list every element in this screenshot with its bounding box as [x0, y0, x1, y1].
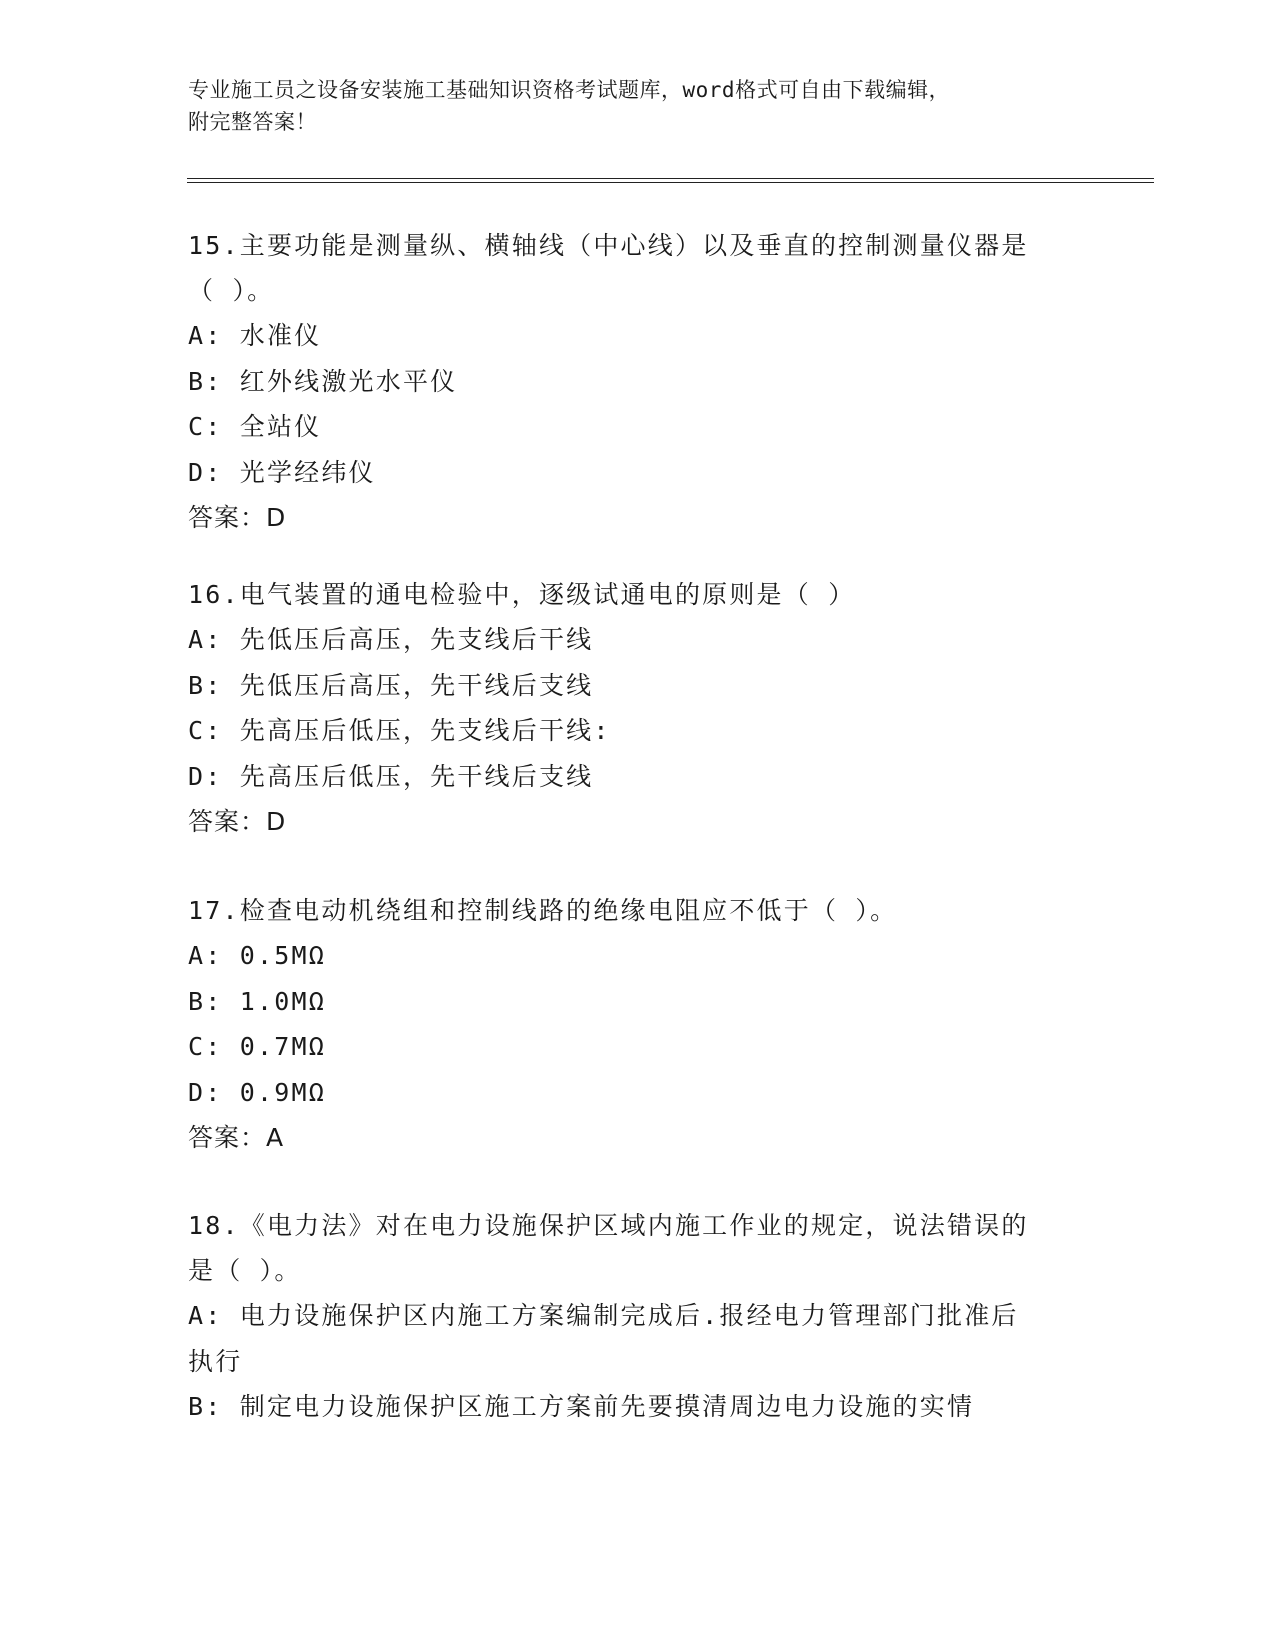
question-text: 15.主要功能是测量纵、横轴线（中心线）以及垂直的控制测量仪器是	[188, 231, 1029, 260]
question-16	[188, 572, 1088, 844]
header-line-1: 专业施工员之设备安装施工基础知识资格考试题库，word格式可自由下载编辑，	[188, 78, 951, 102]
option-d: D: 0.9MΩ	[188, 1077, 327, 1107]
answer: 答案：A	[188, 1123, 285, 1152]
answer: 答案：D	[188, 503, 287, 532]
question-text: 16.电气装置的通电检验中，逐级试通电的原则是（ ）	[188, 580, 856, 609]
option-b: B: 1.0MΩ	[188, 986, 327, 1016]
option-c: C: 0.7MΩ	[188, 1032, 327, 1061]
option-d: D: 光学经纬仪	[188, 457, 376, 487]
option-c: C: 先高压后低压，先支线后干线:	[188, 716, 611, 745]
option-a: A: 先低压后高压，先支线后干线	[188, 625, 594, 654]
header-line-2: 附完整答案！	[188, 110, 317, 134]
answer: 答案：D	[188, 807, 287, 836]
question-text-continued: 是（ ）。	[188, 1256, 302, 1285]
question-text-continued: （ ）。	[188, 276, 275, 305]
question-17	[188, 888, 1088, 1160]
option-b: B: 红外线激光水平仪	[188, 366, 458, 396]
option-a: A: 0.5MΩ	[188, 941, 327, 970]
option-a: A: 电力设施保护区内施工方案编制完成后.报经电力管理部门批准后	[188, 1301, 1019, 1330]
option-c: C: 全站仪	[188, 412, 322, 441]
question-text: 18.《电力法》对在电力设施保护区域内施工作业的规定，说法错误的	[188, 1211, 1029, 1240]
question-text: 17.检查电动机绕组和控制线路的绝缘电阻应不低于（ ）。	[188, 896, 898, 925]
question-18	[188, 1203, 1088, 1430]
header-divider	[187, 178, 1154, 183]
document-header	[188, 74, 1068, 138]
option-b: B: 制定电力设施保护区施工方案前先要摸清周边电力设施的实情	[188, 1392, 975, 1421]
question-15	[188, 223, 1088, 540]
option-b: B: 先低压后高压，先干线后支线	[188, 670, 594, 700]
option-a-continued: 执行	[188, 1346, 243, 1376]
option-d: D: 先高压后低压，先干线后支线	[188, 761, 594, 791]
option-a: A: 水准仪	[188, 321, 322, 350]
